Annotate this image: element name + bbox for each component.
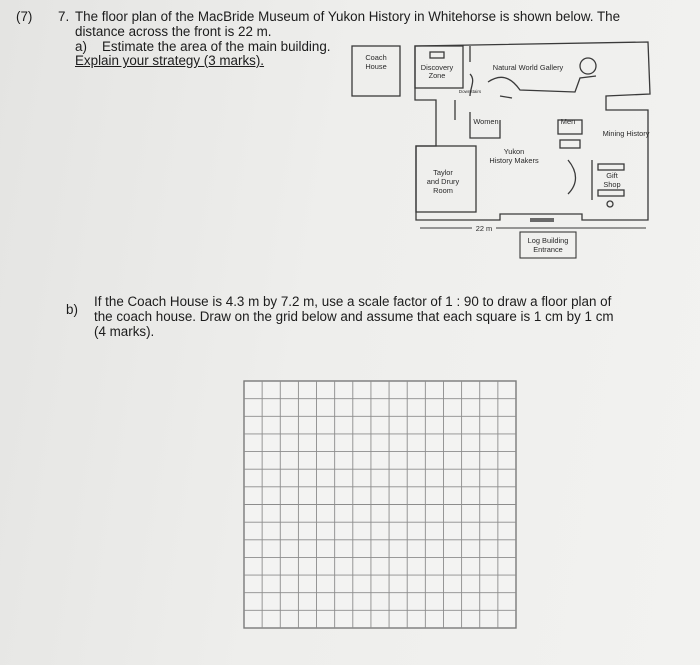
mining-history-label: Mining History [602,129,650,138]
part-b-line-2: the coach house. Draw on the grid below and assume that each square is 1 cm by 1 cm [94,309,614,324]
museum-floor-plan [0,0,700,270]
taylor-drury-label-1: Taylor [433,168,453,177]
part-b-line-1: If the Coach House is 4.3 m by 7.2 m, use a scale factor of 1 : 90 to draw a floor plan of [94,294,612,309]
gift-shop-label-1: Gift [606,171,618,180]
distance-label: 22 m [475,224,493,233]
log-building-label-1: Log Building [527,236,569,245]
question-line-1: The floor plan of the MacBride Museum of Yukon History in Whitehorse is shown below. The [75,9,621,24]
part-b-line-3: (4 marks). [94,324,155,339]
part-b-label: b) [66,302,78,317]
yukon-history-makers-label-2: History Makers [489,156,539,165]
taylor-drury-label-3: Room [433,186,453,195]
part-a-line-2: Explain your strategy (3 marks). [75,53,265,68]
coach-house-label-1: Coach [365,53,387,62]
women-label: Women [473,117,499,126]
entrance-door-mark [530,218,554,222]
natural-world-gallery-label: Natural World Gallery [492,63,564,72]
part-a-line-1: Estimate the area of the main building. [102,39,331,54]
drawing-grid[interactable] [243,380,533,640]
taylor-drury-label-2: and Drury [426,177,460,186]
gift-shop-label-2: Shop [603,180,621,189]
yukon-history-makers-label-1: Yukon [503,147,525,156]
downstairs-label: Downstairs [458,89,482,94]
coach-house-label-2: House [365,62,387,71]
log-building-label-2: Entrance [533,245,563,254]
question-number: 7. [58,9,70,24]
discovery-zone-label-1: Discovery [420,63,454,72]
discovery-zone-label-2: Zone [428,71,446,80]
part-a-label: a) [75,39,87,54]
men-label: Men [560,117,576,126]
question-marker: (7) [16,9,33,24]
question-line-2: distance across the front is 22 m. [75,24,272,39]
